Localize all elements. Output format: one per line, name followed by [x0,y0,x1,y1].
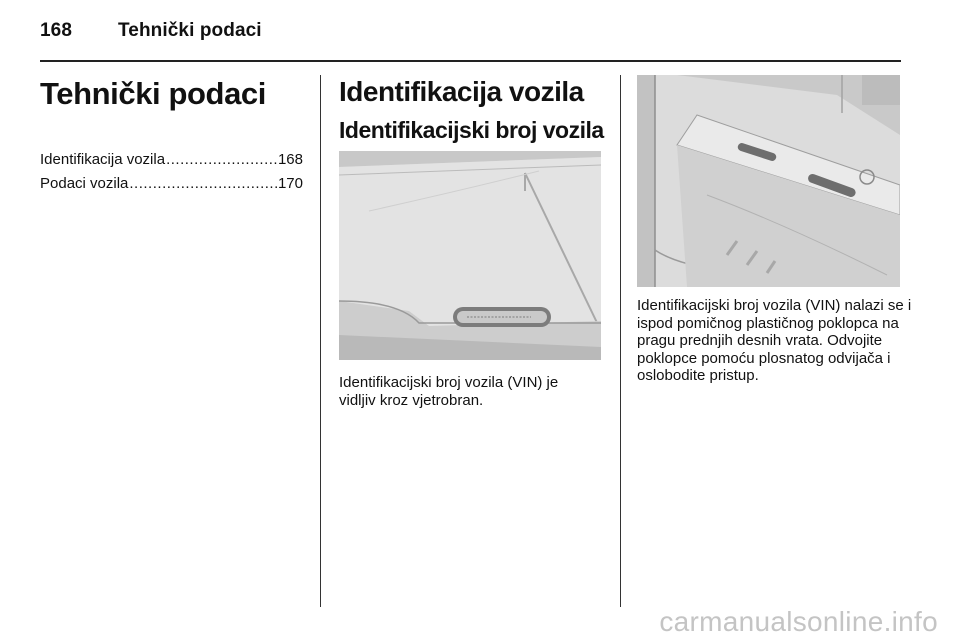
table-of-contents [40,151,303,199]
toc-entry-label: Identifikacija vozila [40,151,166,168]
toc-entry-page: 170 [277,175,303,192]
running-title: Tehnički podaci [118,20,262,41]
chapter-title: Tehnički podaci [40,76,266,111]
toc-leader-dots [166,151,277,168]
caption-doorsill-vin: Identifikacijski broj vozila (VIN) nalazi se i ispod pomičnog plastičnog poklopca na pragu prednjih desnih vrata. Odvojite poklopce pomoću plosnatog odvijača i oslobodite pristup. [637,297,912,385]
page-number: 168 [40,20,73,41]
caption-windshield-vin: Identifikacijski broj vozila (VIN) je vidljiv kroz vjetrobran. [339,374,559,409]
doorsill-vin-illustration [637,75,900,287]
toc-entry-label: Podaci vozila [40,175,129,192]
column-divider-right [620,75,621,607]
section-title: Identifikacija vozila [339,76,584,107]
toc-leader-dots [129,175,277,192]
subsection-title: Identifikacijski broj vozila [339,117,604,143]
toc-entry-page: 168 [277,151,303,168]
windshield-vin-illustration [339,151,601,360]
watermark-text: carmanualsonline.info [659,606,938,637]
toc-entry-identification[interactable] [40,151,303,175]
column-divider-left [320,75,321,607]
header-rule [40,60,901,62]
toc-entry-vehicle-data[interactable] [40,175,303,199]
